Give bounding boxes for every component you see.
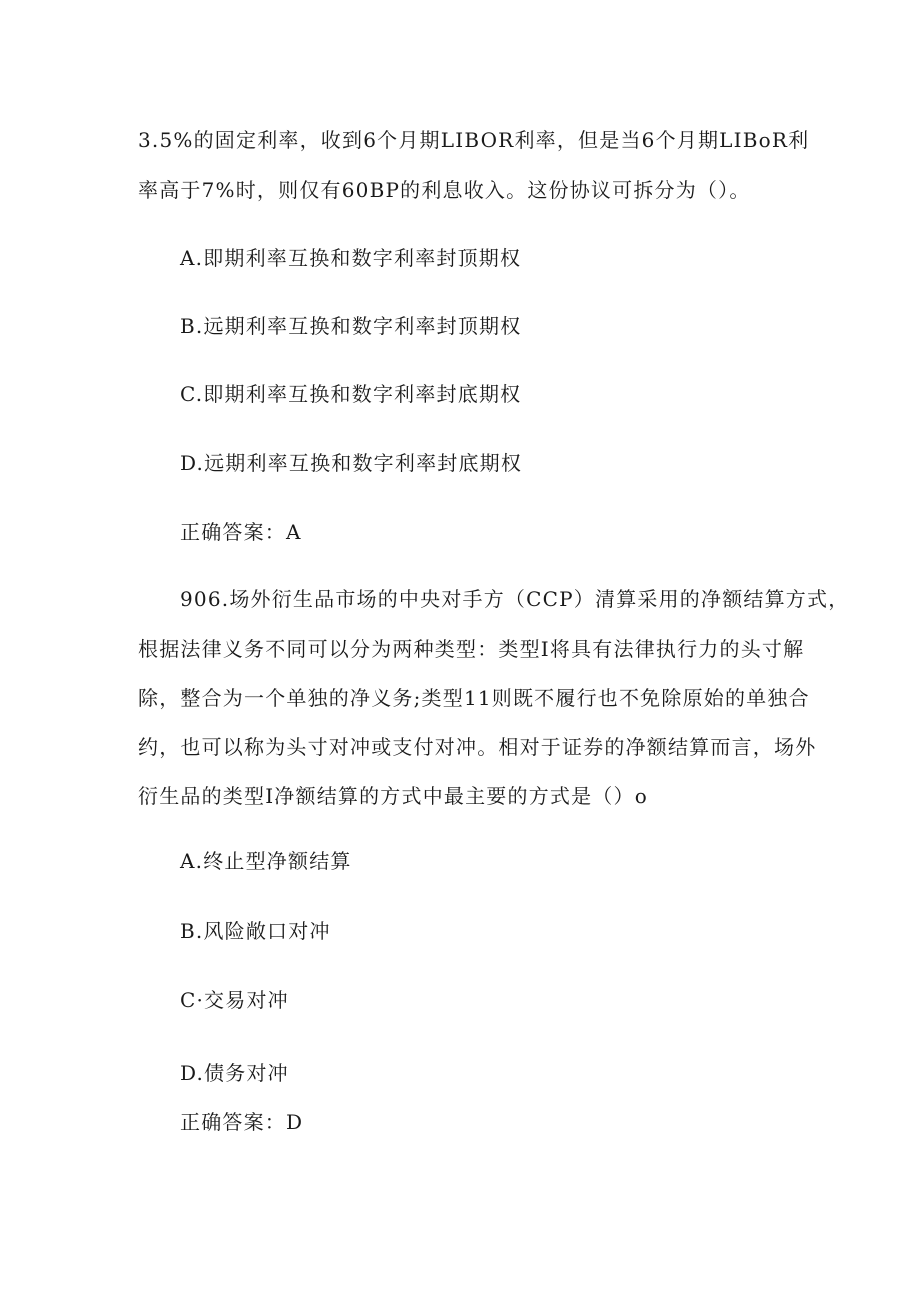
- option-d: D.远期利率互换和数字利率封底期权: [180, 451, 523, 475]
- question-text-line: 衍生品的类型Ⅰ净额结算的方式中最主要的方式是（）o: [138, 784, 648, 808]
- option-d: D.债务对冲: [180, 1061, 289, 1085]
- option-c: C·交易对冲: [180, 988, 289, 1012]
- question-text-line: 率高于7%时，则仅有60BP的利息收入。这份协议可拆分为（）。: [138, 178, 751, 202]
- correct-answer: 正确答案：A: [180, 520, 302, 544]
- option-b: B.远期利率互换和数字利率封顶期权: [180, 314, 522, 338]
- option-a: A.终止型净额结算: [180, 849, 352, 873]
- question-text-line: 906.场外衍生品市场的中央对手方（CCP）清算采用的净额结算方式，: [180, 587, 850, 611]
- option-a: A.即期利率互换和数字利率封顶期权: [180, 246, 522, 270]
- option-c: C.即期利率互换和数字利率封底期权: [180, 382, 522, 406]
- question-text-line: 除，整合为一个单独的净义务;类型11则既不履行也不免除原始的单独合: [138, 686, 810, 710]
- question-text-line: 根据法律义务不同可以分为两种类型：类型Ⅰ将具有法律执行力的头寸解: [138, 637, 805, 661]
- question-text-line: 3.5%的固定利率，收到6个月期LIBOR利率，但是当6个月期LIBoR利: [138, 128, 810, 152]
- option-b: B.风险敞口对冲: [180, 919, 331, 943]
- question-text-line: 约，也可以称为头寸对冲或支付对冲。相对于证券的净额结算而言，场外: [138, 735, 817, 759]
- correct-answer: 正确答案：D: [180, 1110, 304, 1134]
